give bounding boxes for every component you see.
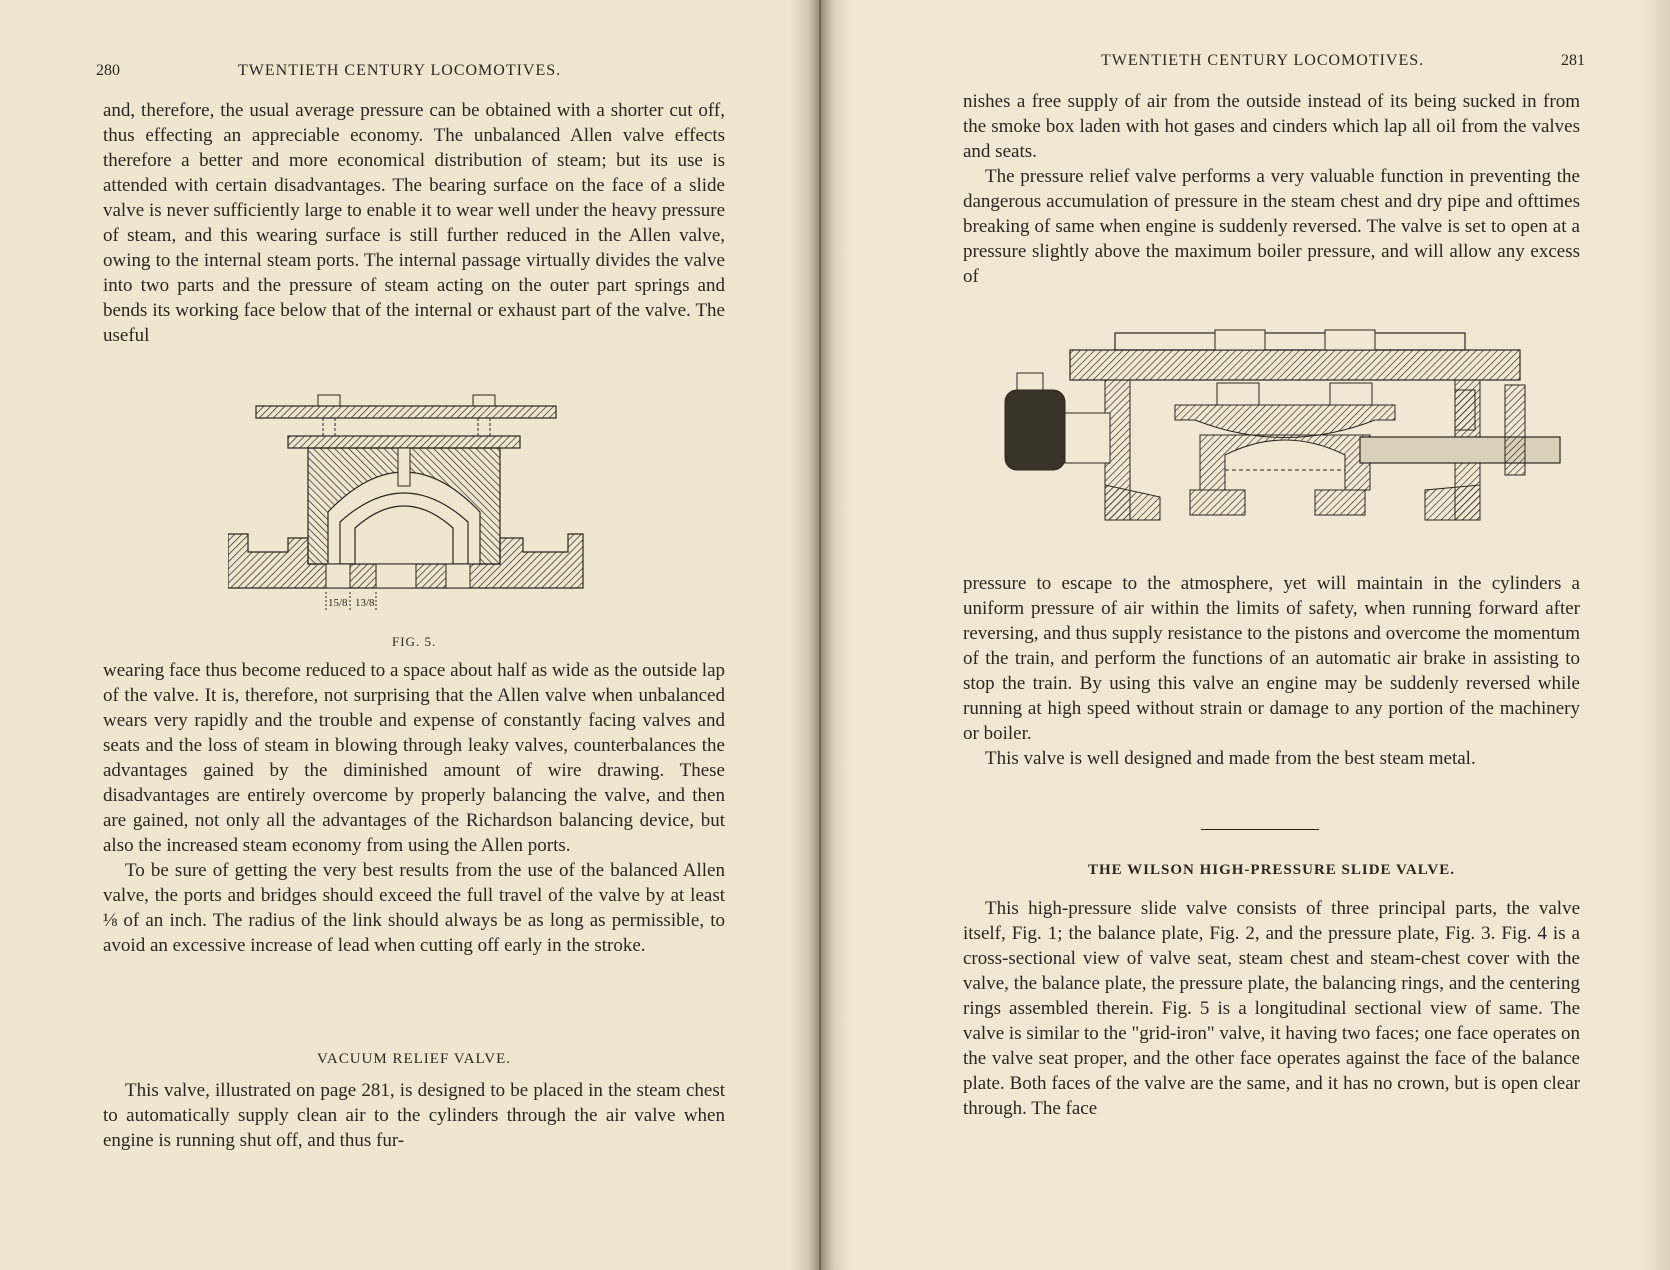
left-text-block-1 (103, 98, 725, 348)
fig5-dimension-1: 15/8 (328, 597, 348, 609)
right-running-head: TWENTIETH CENTURY LOCOMOTIVES. (1101, 52, 1425, 69)
page-edge-shadow (1640, 0, 1670, 1270)
right-folio: 281 (1561, 52, 1585, 69)
right-paragraph-2: The pressure relief valve performs a very valuable function in preventing the dangerous accumulation of pressure in the steam chest and dry pipe and ofttimes breaking of same when engine is suddenly reversed. The valve is set to open at a pressure slightly above the maximum boiler pressure, and will allow any excess of (963, 166, 1580, 287)
left-paragraph-1: and, therefore, the usual average pressure can be obtained with a shorter cut off, thus effecting an appreciable economy. The unbalanced Allen valve effects therefore a better and more economical distribution of steam; but its use is attended with certain disadvantages. The bearing surface on the face of a slide valve is never sufficiently large to enable it to wear well under the heavy pressure of steam, and this wearing surface is still further reduced in the Allen valve, owing to the internal steam ports. The internal passage virtually divides the valve into two parts and the pressure of steam acting on the outer part springs and bends its working face below that of the internal or exhaust part of the valve. The useful (103, 100, 725, 346)
left-paragraph-3: To be sure of getting the very best results from the use of the balanced Allen valve, the ports and bridges should exceed the full travel of the valve by at least ⅛ of an inch. The radius of the link should always be as long as permissible, to avoid an excessive increase of lead when cutting off early in the stroke. (103, 860, 725, 956)
wilson-valve-heading: THE WILSON HIGH-PRESSURE SLIDE VALVE. (1088, 862, 1455, 878)
right-paragraph-1: nishes a free supply of air from the outside instead of its being sucked in from the smoke box laden with hot gases and cinders which lap all oil from the valves and seats. (963, 91, 1580, 162)
right-text-block-3 (963, 896, 1580, 1121)
left-running-head: TWENTIETH CENTURY LOCOMOTIVES. (238, 62, 562, 79)
vacuum-relief-valve-diagram (985, 325, 1585, 550)
left-folio: 280 (96, 62, 120, 79)
right-paragraph-5: This high-pressure slide valve consists of three principal parts, the valve itself, Fig. 1; the balance plate, Fig. 2, and the pressure plate, Fig. 3. Fig. 4 is a cross-sectional view of valve seat, steam chest and steam-chest cover with the valve, the balance plate, the pressure plate, the balancing rings, and the centering rings assembled therein. Fig. 5 is a longitudinal sectional view of same. The valve is similar to the "grid-iron" valve, it having two faces; one face operates on the valve seat proper, and the other face operates against the face of the balance plate. Both faces of the valve are the same, and it has no crown, but is open clear through. The face (963, 898, 1580, 1119)
right-paragraph-4: This valve is well designed and made from the best steam metal. (985, 748, 1476, 769)
left-paragraph-2: wearing face thus become reduced to a space about half as wide as the outside lap of the valve. It is, therefore, not surprising that the Allen valve when unbalanced wears very rapidly and the trouble and expense of constantly facing valves and seats and the loss of steam in blowing through leaky valves, counterbalances the advantages gained by the diminished amount of wire drawing. These disadvantages are entirely overcome by properly balancing the valve, and then are gained, not only all the advantages of the Richardson balancing device, but also the increased steam economy from using the Allen ports. (103, 660, 725, 856)
right-page (835, 0, 1670, 1270)
section-divider (1201, 829, 1319, 830)
left-paragraph-4: This valve, illustrated on page 281, is designed to be placed in the steam chest to automatically supply clean air to the cylinders through the air valve when engine is running shut off, and thus fur- (103, 1080, 725, 1151)
right-text-block-1 (963, 89, 1580, 289)
left-text-block-2 (103, 658, 725, 958)
right-text-block-2 (963, 571, 1580, 771)
fig5-dimension-2: 13/8 (355, 597, 375, 609)
fig5-allen-valve-diagram (228, 392, 598, 627)
vacuum-relief-heading: VACUUM RELIEF VALVE. (316, 1051, 512, 1067)
right-paragraph-3: pressure to escape to the atmosphere, yet will maintain in the cylinders a uniform pressure of air within the limits of safety, when running forward after reversing, and thus supply resistance to the pistons and overcome the momentum of the train, and perform the functions of an automatic air brake in assisting to stop the train. By using this valve an engine may be suddenly reversed while running at high speed without strain or damage to any portion of the machinery or boiler. (963, 573, 1580, 744)
left-text-block-3 (103, 1078, 725, 1153)
book-gutter (790, 0, 850, 1270)
fig5-caption: FIG. 5. (392, 634, 437, 649)
